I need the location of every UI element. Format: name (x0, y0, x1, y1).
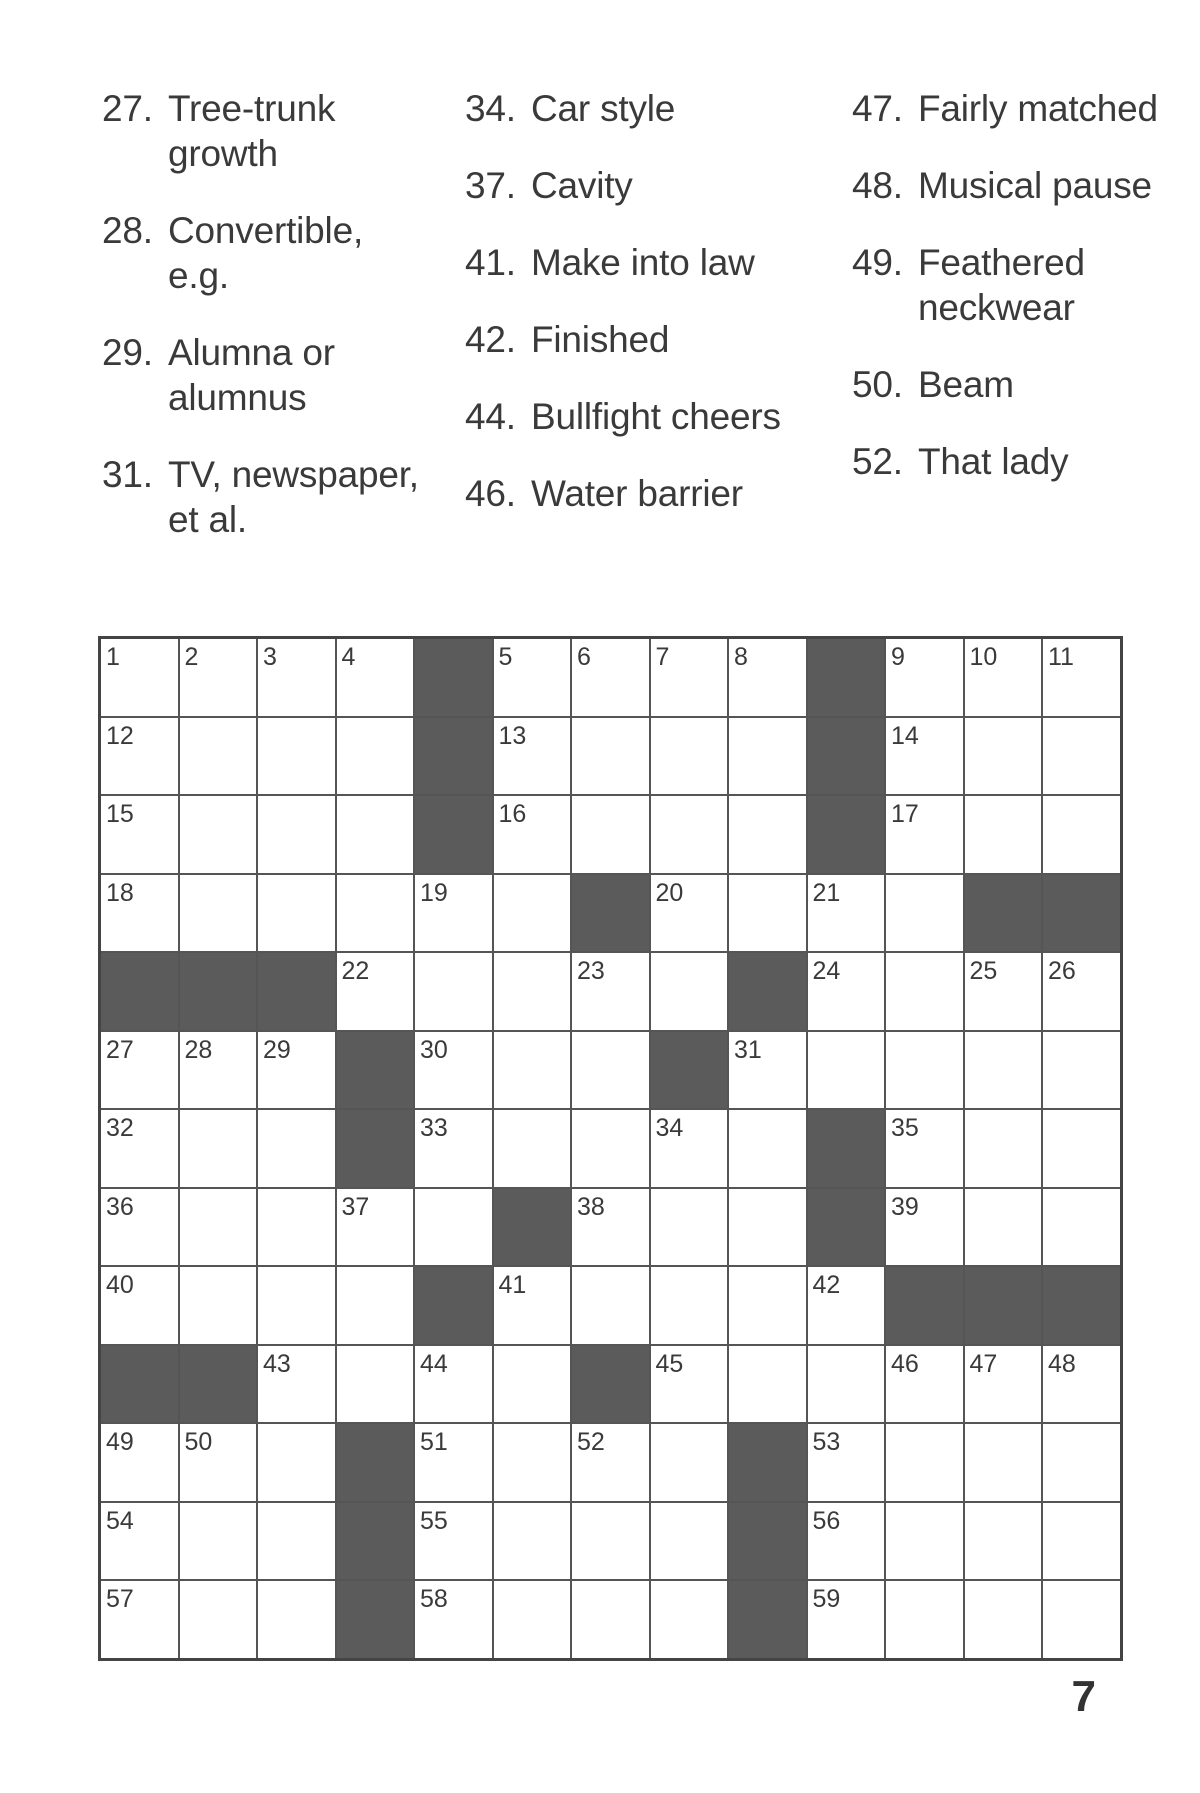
grid-cell[interactable] (651, 1110, 728, 1187)
grid-cell[interactable] (572, 1110, 649, 1187)
clue-text: Finished (531, 319, 670, 360)
grid-cell[interactable] (886, 1032, 963, 1109)
grid-cell[interactable] (965, 718, 1042, 795)
black-square (886, 1267, 963, 1344)
grid-cell[interactable] (886, 639, 963, 716)
grid-cell[interactable] (808, 1503, 885, 1580)
grid-cell[interactable] (965, 796, 1042, 873)
clue-number: 50. (852, 364, 903, 405)
cell-number: 41 (498, 1271, 527, 1299)
grid-cell[interactable] (494, 1032, 571, 1109)
grid-cell[interactable] (1043, 1189, 1120, 1266)
grid-cell[interactable] (651, 1189, 728, 1266)
grid-cell[interactable] (808, 1581, 885, 1658)
grid-cell[interactable] (101, 875, 178, 952)
cell-number: 49 (106, 1428, 134, 1456)
grid-cell[interactable] (651, 1346, 728, 1423)
clue-number: 34. (465, 88, 516, 129)
grid-cell[interactable] (258, 1189, 335, 1266)
grid-cell[interactable] (808, 1424, 885, 1501)
clue-item (465, 240, 825, 285)
cell-number: 33 (420, 1114, 448, 1142)
cell-number: 9 (891, 643, 905, 671)
cell-number: 27 (106, 1035, 134, 1064)
grid-cell[interactable] (180, 1110, 257, 1187)
grid-cell[interactable] (572, 1424, 649, 1501)
black-square (337, 1503, 414, 1580)
cell-number: 16 (498, 800, 527, 828)
cell-number: 10 (969, 643, 998, 671)
cell-number: 25 (969, 957, 998, 985)
grid-cell[interactable] (965, 953, 1042, 1030)
black-square (180, 953, 257, 1030)
grid-cell[interactable] (729, 1267, 806, 1344)
grid-cell[interactable] (1043, 796, 1120, 873)
grid-cell[interactable] (886, 875, 963, 952)
clue-number: 41. (465, 242, 516, 283)
grid-cell[interactable] (258, 1110, 335, 1187)
black-square (337, 1032, 414, 1109)
grid-cell[interactable] (965, 1032, 1042, 1109)
grid-cell[interactable] (415, 1110, 492, 1187)
cell-number: 59 (812, 1585, 841, 1613)
grid-cell[interactable] (729, 639, 806, 716)
grid-cell[interactable] (886, 1581, 963, 1658)
cell-number: 30 (420, 1035, 448, 1064)
grid-cell[interactable] (965, 1581, 1042, 1658)
clue-text: Car style (531, 88, 676, 129)
black-square (337, 1424, 414, 1501)
black-square (729, 1424, 806, 1501)
grid-cell[interactable] (808, 953, 885, 1030)
grid-cell[interactable] (1043, 1346, 1120, 1423)
black-square (729, 953, 806, 1030)
grid-cell[interactable] (729, 1032, 806, 1109)
grid-cell[interactable] (101, 1267, 178, 1344)
clue-text: That lady (918, 441, 1069, 482)
cell-number: 50 (184, 1428, 213, 1456)
grid-cell[interactable] (1043, 1424, 1120, 1501)
grid-cell[interactable] (258, 639, 335, 716)
grid-cell[interactable] (651, 953, 728, 1030)
grid-cell[interactable] (415, 1189, 492, 1266)
grid-cell[interactable] (651, 1503, 728, 1580)
cell-number: 34 (655, 1114, 684, 1142)
grid-cell[interactable] (337, 953, 414, 1030)
cell-number: 53 (812, 1428, 841, 1456)
grid-cell[interactable] (494, 1346, 571, 1423)
clue-text: Beam (918, 364, 1014, 405)
clue-item (102, 330, 432, 420)
grid-cell[interactable] (101, 639, 178, 716)
grid-cell[interactable] (494, 1267, 571, 1344)
grid-cell[interactable] (886, 796, 963, 873)
grid-cell[interactable] (258, 1267, 335, 1344)
grid-cell[interactable] (180, 1581, 257, 1658)
grid-cell[interactable] (965, 1424, 1042, 1501)
clue-item (102, 86, 432, 176)
grid-cell[interactable] (965, 1503, 1042, 1580)
clue-text: Make into law (531, 242, 755, 283)
grid-cell[interactable] (415, 1424, 492, 1501)
clue-item (852, 362, 1182, 407)
grid-cell[interactable] (258, 1424, 335, 1501)
grid-cell[interactable] (965, 1189, 1042, 1266)
grid-cell[interactable] (886, 1503, 963, 1580)
black-square (808, 1189, 885, 1266)
black-square (1043, 875, 1120, 952)
clue-column-1 (102, 86, 432, 574)
grid-cell[interactable] (572, 1581, 649, 1658)
grid-cell[interactable] (651, 718, 728, 795)
cell-number: 21 (812, 878, 841, 907)
grid-cell[interactable] (808, 1346, 885, 1423)
cell-number: 18 (106, 878, 134, 907)
cell-number: 8 (734, 643, 748, 671)
cell-number: 23 (577, 957, 605, 985)
grid-cell[interactable] (258, 1032, 335, 1109)
clue-number: 42. (465, 319, 516, 360)
cell-number: 11 (1048, 643, 1074, 671)
cell-number: 1 (106, 643, 120, 671)
grid-cell[interactable] (886, 953, 963, 1030)
clue-number: 49. (852, 242, 903, 283)
grid-cell[interactable] (651, 1424, 728, 1501)
grid-cell[interactable] (651, 796, 728, 873)
cell-number: 36 (106, 1192, 134, 1221)
cell-number: 4 (341, 643, 356, 671)
clue-column-3 (852, 86, 1182, 516)
grid-cell[interactable] (729, 1110, 806, 1187)
grid-cell[interactable] (258, 718, 335, 795)
cell-number: 39 (891, 1192, 919, 1221)
cell-number: 3 (263, 643, 277, 671)
grid-cell[interactable] (965, 639, 1042, 716)
cell-number: 22 (341, 957, 370, 985)
black-square (729, 1581, 806, 1658)
grid-cell[interactable] (1043, 1032, 1120, 1109)
cell-number: 38 (577, 1192, 605, 1221)
grid-cell[interactable] (101, 718, 178, 795)
black-square (808, 1110, 885, 1187)
grid-cell[interactable] (258, 1581, 335, 1658)
clue-text: Alumna or alumnus (168, 332, 335, 418)
clue-item (465, 394, 825, 439)
cell-number: 57 (106, 1585, 134, 1613)
cell-number: 7 (655, 643, 670, 671)
black-square (965, 875, 1042, 952)
grid-cell[interactable] (965, 1346, 1042, 1423)
clue-number: 37. (465, 165, 516, 206)
cell-number: 19 (420, 878, 448, 907)
clue-number: 46. (465, 473, 516, 514)
grid-cell[interactable] (729, 1189, 806, 1266)
grid-cell[interactable] (494, 1110, 571, 1187)
cell-number: 43 (263, 1349, 291, 1378)
grid-cell[interactable] (101, 1581, 178, 1658)
grid-cell[interactable] (101, 796, 178, 873)
clue-item (102, 452, 432, 542)
black-square (572, 875, 649, 952)
grid-cell[interactable] (258, 1346, 335, 1423)
clue-text: Feathered neckwear (918, 242, 1085, 328)
clue-column-2 (465, 86, 825, 548)
grid-cell[interactable] (651, 1267, 728, 1344)
grid-cell[interactable] (180, 1267, 257, 1344)
grid-cell[interactable] (180, 718, 257, 795)
cell-number: 13 (498, 721, 527, 750)
grid-cell[interactable] (572, 1503, 649, 1580)
cell-number: 51 (420, 1428, 448, 1456)
cell-number: 55 (420, 1506, 448, 1535)
clue-item (102, 208, 432, 298)
grid-cell[interactable] (258, 796, 335, 873)
grid-cell[interactable] (494, 1503, 571, 1580)
black-square (808, 796, 885, 873)
cell-number: 42 (812, 1271, 841, 1299)
grid-cell[interactable] (180, 1189, 257, 1266)
black-square (337, 1110, 414, 1187)
grid-cell[interactable] (494, 1424, 571, 1501)
black-square (258, 953, 335, 1030)
grid-cell[interactable] (494, 875, 571, 952)
black-square (572, 1346, 649, 1423)
clue-number: 52. (852, 441, 903, 482)
page-number: 7 (1071, 1672, 1096, 1721)
cell-number: 14 (891, 721, 919, 750)
clue-text: Fairly matched (918, 88, 1158, 129)
grid-cell[interactable] (572, 639, 649, 716)
clue-item (852, 240, 1182, 330)
grid-cell[interactable] (337, 1346, 414, 1423)
cell-number: 6 (577, 643, 591, 671)
cell-number: 28 (184, 1035, 213, 1064)
grid-cell[interactable] (415, 1346, 492, 1423)
clue-item (465, 86, 825, 131)
grid-cell[interactable] (1043, 1581, 1120, 1658)
cell-number: 24 (812, 957, 841, 985)
grid-cell[interactable] (1043, 639, 1120, 716)
grid-cell[interactable] (180, 1424, 257, 1501)
grid-cell[interactable] (572, 953, 649, 1030)
clue-item (852, 86, 1182, 131)
grid-cell[interactable] (415, 1032, 492, 1109)
black-square (651, 1032, 728, 1109)
clue-number: 27. (102, 88, 153, 129)
black-square (808, 639, 885, 716)
grid-cell[interactable] (180, 639, 257, 716)
cell-number: 31 (734, 1035, 762, 1064)
clue-item (852, 163, 1182, 208)
black-square (415, 796, 492, 873)
cell-number: 26 (1048, 957, 1076, 985)
grid-cell[interactable] (337, 718, 414, 795)
grid-cell[interactable] (101, 1110, 178, 1187)
black-square (180, 1346, 257, 1423)
grid-cell[interactable] (651, 875, 728, 952)
clue-item (465, 471, 825, 516)
black-square (337, 1581, 414, 1658)
grid-cell[interactable] (886, 1189, 963, 1266)
grid-cell[interactable] (1043, 1503, 1120, 1580)
black-square (101, 953, 178, 1030)
cell-number: 35 (891, 1114, 919, 1142)
grid-cell[interactable] (651, 639, 728, 716)
grid-cell[interactable] (180, 1032, 257, 1109)
clue-text: Bullfight cheers (531, 396, 781, 437)
clue-text: TV, newspaper, et al. (168, 454, 419, 540)
grid-cell[interactable] (729, 1346, 806, 1423)
grid-cell[interactable] (101, 1189, 178, 1266)
cell-number: 52 (577, 1428, 605, 1456)
grid-cell[interactable] (258, 875, 335, 952)
clue-number: 28. (102, 210, 153, 251)
grid-cell[interactable] (415, 1581, 492, 1658)
grid-cell[interactable] (101, 1032, 178, 1109)
grid-cell[interactable] (180, 796, 257, 873)
grid-cell[interactable] (572, 1189, 649, 1266)
cell-number: 37 (341, 1192, 370, 1221)
grid-cell[interactable] (886, 1346, 963, 1423)
cell-number: 58 (420, 1585, 448, 1613)
grid-cell[interactable] (101, 1503, 178, 1580)
grid-cell[interactable] (572, 1032, 649, 1109)
grid-cell[interactable] (337, 875, 414, 952)
grid-cell[interactable] (808, 875, 885, 952)
clue-item (852, 439, 1182, 484)
grid-cell[interactable] (729, 875, 806, 952)
grid-cell[interactable] (337, 1267, 414, 1344)
cell-number: 46 (891, 1349, 919, 1378)
grid-cell[interactable] (965, 1110, 1042, 1187)
black-square (415, 639, 492, 716)
grid-cell[interactable] (494, 796, 571, 873)
grid-cell[interactable] (337, 796, 414, 873)
grid-cell[interactable] (651, 1581, 728, 1658)
grid-cell[interactable] (808, 1267, 885, 1344)
cell-number: 56 (812, 1506, 841, 1535)
clue-text: Tree-trunk growth (168, 88, 336, 174)
clue-item (465, 317, 825, 362)
cell-number: 32 (106, 1114, 134, 1142)
grid-cell[interactable] (886, 1110, 963, 1187)
cell-number: 17 (891, 800, 919, 828)
black-square (415, 1267, 492, 1344)
grid-cell[interactable] (1043, 953, 1120, 1030)
grid-cell[interactable] (729, 718, 806, 795)
grid-cell[interactable] (729, 796, 806, 873)
clue-number: 47. (852, 88, 903, 129)
grid-cell[interactable] (258, 1503, 335, 1580)
grid-cell[interactable] (572, 718, 649, 795)
clue-text: Water barrier (531, 473, 743, 514)
clue-text: Cavity (531, 165, 633, 206)
cell-number: 44 (420, 1349, 448, 1378)
cell-number: 48 (1048, 1349, 1076, 1378)
grid-cell[interactable] (1043, 718, 1120, 795)
grid-cell[interactable] (1043, 1110, 1120, 1187)
clue-number: 44. (465, 396, 516, 437)
grid-cell[interactable] (337, 639, 414, 716)
grid-cell[interactable] (180, 1503, 257, 1580)
grid-cell[interactable] (337, 1189, 414, 1266)
black-square (494, 1189, 571, 1266)
grid-cell[interactable] (494, 718, 571, 795)
grid-cell[interactable] (101, 1424, 178, 1501)
cell-number: 54 (106, 1506, 134, 1535)
cell-number: 47 (969, 1349, 998, 1378)
cell-number: 20 (655, 878, 684, 907)
clue-text: Convertible, e.g. (168, 210, 364, 296)
cell-number: 12 (106, 721, 134, 750)
grid-cell[interactable] (415, 1503, 492, 1580)
black-square (101, 1346, 178, 1423)
grid-cell[interactable] (415, 953, 492, 1030)
black-square (965, 1267, 1042, 1344)
black-square (1043, 1267, 1120, 1344)
black-square (415, 718, 492, 795)
cell-number: 5 (498, 643, 513, 671)
clue-item (465, 163, 825, 208)
grid-cell[interactable] (494, 953, 571, 1030)
cell-number: 15 (106, 800, 134, 828)
grid-cell[interactable] (572, 1267, 649, 1344)
cell-number: 40 (106, 1271, 134, 1299)
grid-cell[interactable] (494, 639, 571, 716)
grid-cell[interactable] (415, 875, 492, 952)
grid-cell[interactable] (180, 875, 257, 952)
black-square (808, 718, 885, 795)
cell-number: 2 (184, 643, 199, 671)
clue-number: 31. (102, 454, 153, 495)
black-square (729, 1503, 806, 1580)
grid-cell[interactable] (494, 1581, 571, 1658)
clue-number: 29. (102, 332, 153, 373)
grid-cell[interactable] (886, 718, 963, 795)
crossword-grid (98, 636, 1123, 1661)
grid-cell[interactable] (572, 796, 649, 873)
grid-cell[interactable] (808, 1032, 885, 1109)
cell-number: 45 (655, 1349, 684, 1378)
cell-number: 29 (263, 1035, 291, 1064)
clue-number: 48. (852, 165, 903, 206)
clue-text: Musical pause (918, 165, 1152, 206)
grid-cell[interactable] (886, 1424, 963, 1501)
